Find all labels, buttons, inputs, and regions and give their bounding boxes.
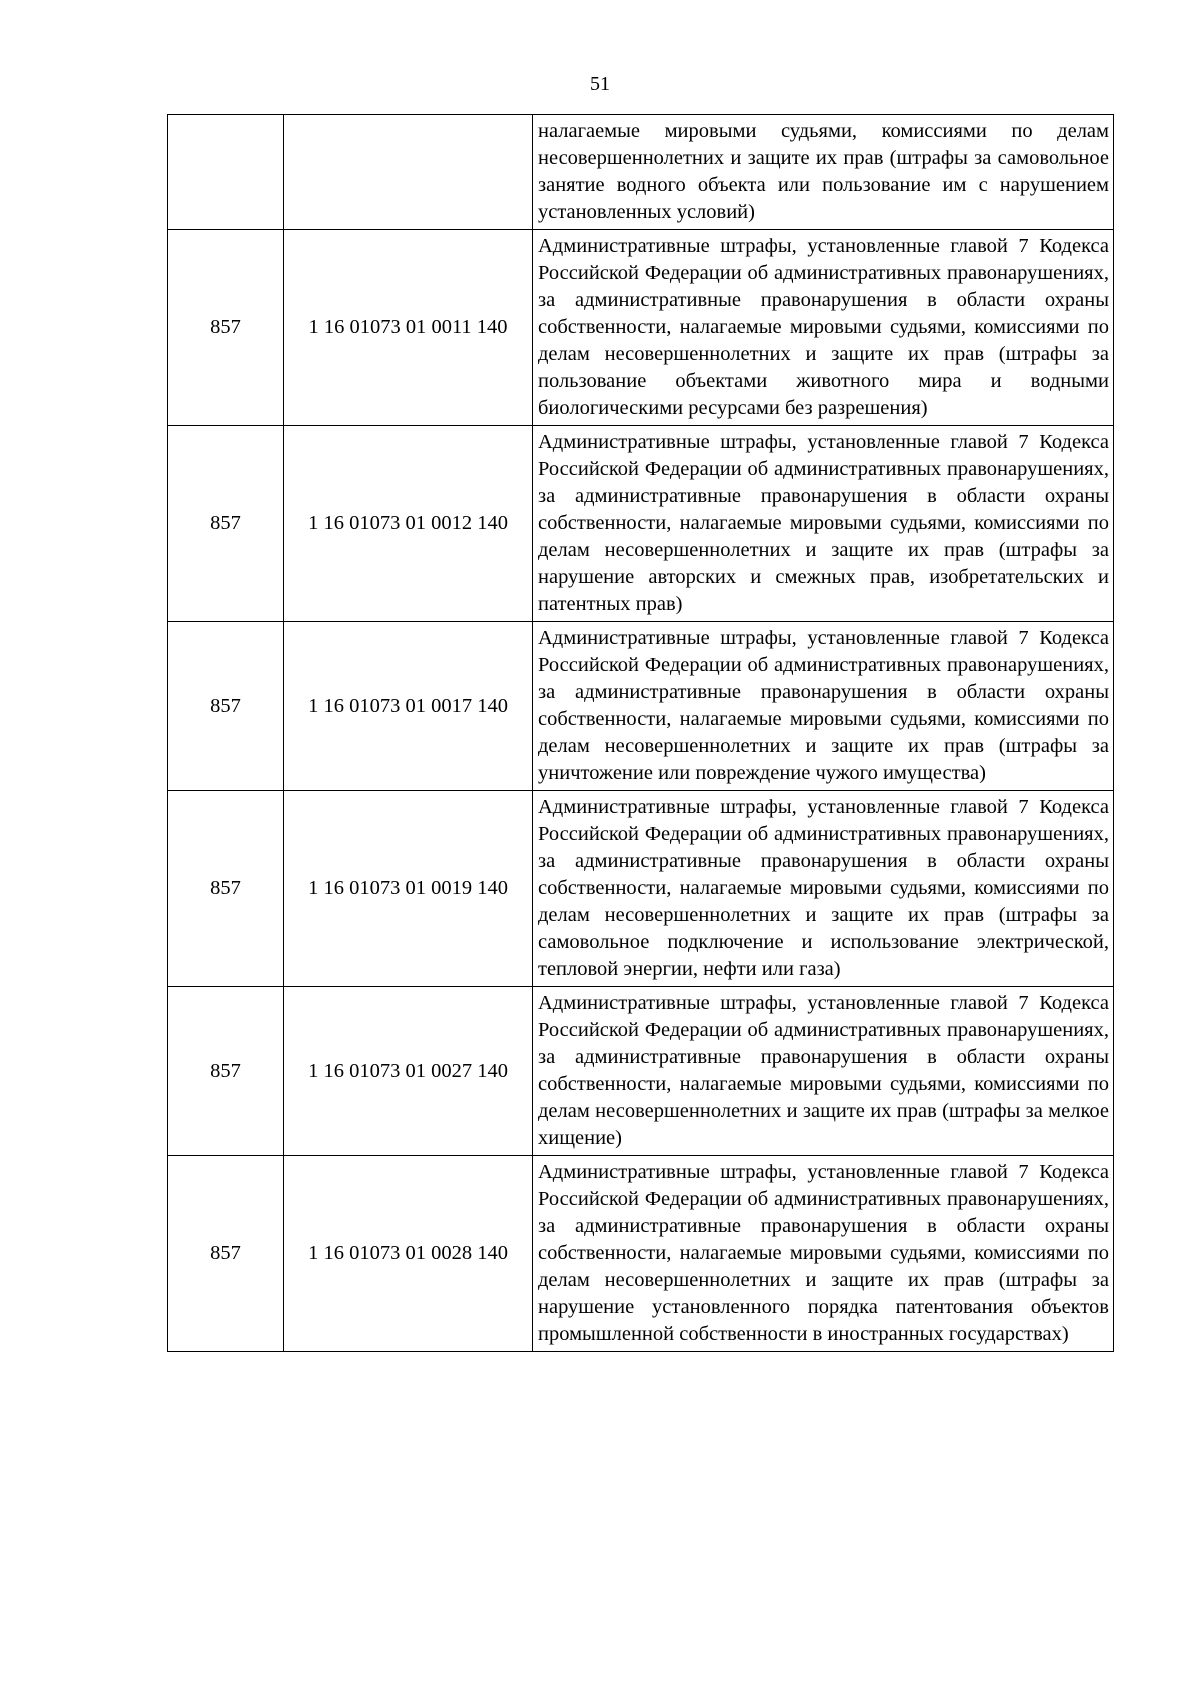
kbk-code-cell: [284, 115, 533, 230]
description-cell: [533, 230, 1114, 426]
table-row: [168, 622, 1114, 791]
admin-code-cell: 857: [168, 987, 284, 1156]
budget-codes-table: [167, 114, 1114, 1352]
admin-code-cell: 857: [168, 622, 284, 791]
table-row: [168, 115, 1114, 230]
kbk-code-cell: 1 16 01073 01 0012 140: [284, 426, 533, 622]
description-cell: [533, 622, 1114, 791]
description-cell: [533, 987, 1114, 1156]
admin-code-cell: 857: [168, 426, 284, 622]
description-text: Административные штрафы, установленные главой 7 Кодекса Российской Федерации об административных правонарушениях, за административные правонарушения в области охраны собственности, налагаемые мировыми судьями, комиссиями по делам несовершеннолетних и защите их прав (штрафы за пользование объектами животного мира и водными биологическими ресурсами без разрешения): [538, 235, 1109, 419]
description-cell: [533, 426, 1114, 622]
table-row: [168, 1156, 1114, 1352]
kbk-code-cell: 1 16 01073 01 0027 140: [284, 987, 533, 1156]
description-text: налагаемые мировыми судьями, комиссиями по делам несовершеннолетних и защите их прав (штрафы за самовольное занятие водного объекта или пользование им с нарушением установленных условий): [538, 120, 1109, 223]
page-number: 51: [590, 73, 610, 95]
table-row: [168, 791, 1114, 987]
description-text: Административные штрафы, установленные главой 7 Кодекса Российской Федерации об административных правонарушениях, за административные правонарушения в области охраны собственности, налагаемые мировыми судьями, комиссиями по делам несовершеннолетних и защите их прав (штрафы за мелкое хищение): [538, 992, 1109, 1149]
description-text: Административные штрафы, установленные главой 7 Кодекса Российской Федерации об административных правонарушениях, за административные правонарушения в области охраны собственности, налагаемые мировыми судьями, комиссиями по делам несовершеннолетних и защите их прав (штрафы за нарушение авторских и смежных прав, изобретательских и патентных прав): [538, 431, 1109, 615]
kbk-code-cell: 1 16 01073 01 0028 140: [284, 1156, 533, 1352]
admin-code-cell: 857: [168, 230, 284, 426]
description-cell: [533, 1156, 1114, 1352]
kbk-code-cell: 1 16 01073 01 0011 140: [284, 230, 533, 426]
description-text: Административные штрафы, установленные главой 7 Кодекса Российской Федерации об административных правонарушениях, за административные правонарушения в области охраны собственности, налагаемые мировыми судьями, комиссиями по делам несовершеннолетних и защите их прав (штрафы за нарушение установленного порядка патентования объектов промышленной собственности в иностранных государствах): [538, 1161, 1109, 1345]
kbk-code-cell: 1 16 01073 01 0017 140: [284, 622, 533, 791]
admin-code-cell: [168, 115, 284, 230]
description-text: Административные штрафы, установленные главой 7 Кодекса Российской Федерации об административных правонарушениях, за административные правонарушения в области охраны собственности, налагаемые мировыми судьями, комиссиями по делам несовершеннолетних и защите их прав (штрафы за самовольное подключение и использование электрической, тепловой энергии, нефти или газа): [538, 796, 1109, 980]
admin-code-cell: 857: [168, 1156, 284, 1352]
admin-code-cell: 857: [168, 791, 284, 987]
description-cell: [533, 115, 1114, 230]
table-row: [168, 426, 1114, 622]
description-cell: [533, 791, 1114, 987]
description-text: Административные штрафы, установленные главой 7 Кодекса Российской Федерации об административных правонарушениях, за административные правонарушения в области охраны собственности, налагаемые мировыми судьями, комиссиями по делам несовершеннолетних и защите их прав (штрафы за уничтожение или повреждение чужого имущества): [538, 627, 1109, 784]
table-row: [168, 230, 1114, 426]
kbk-code-cell: 1 16 01073 01 0019 140: [284, 791, 533, 987]
table-row: [168, 987, 1114, 1156]
